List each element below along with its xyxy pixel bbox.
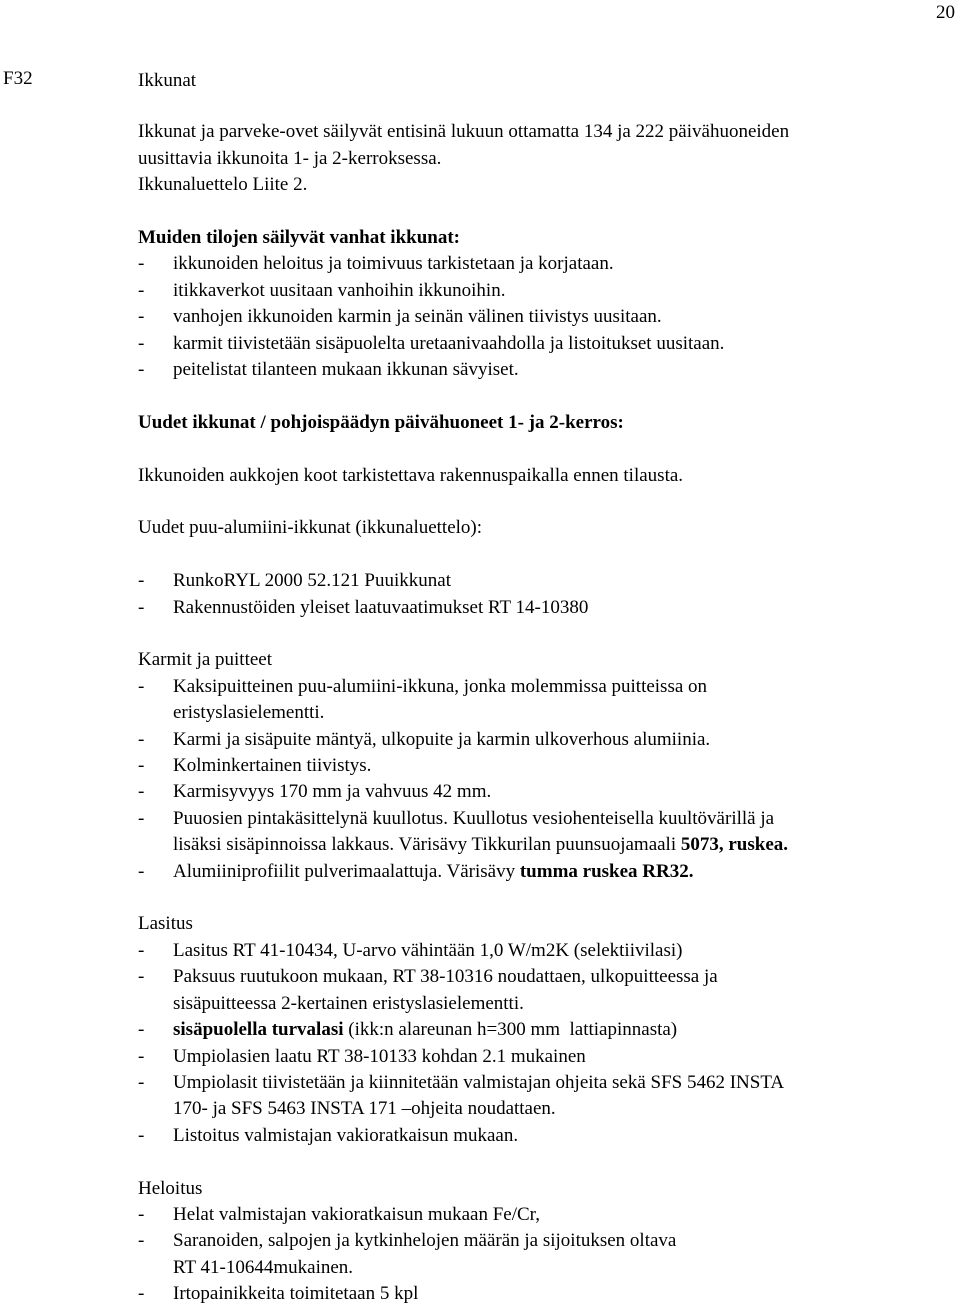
list-item: - Umpiolasien laatu RT 38-10133 kohdan 2.1 mukainen	[138, 1045, 586, 1067]
list-item: - Saranoiden, salpojen ja kytkinhelojen määrän ja sijoituksen oltava RT 41-10644mukainen.	[138, 1230, 677, 1278]
frames-heading: Karmit ja puitteet	[138, 649, 273, 671]
new-windows-note: Ikkunoiden aukkojen koot tarkistettava rakennuspaikalla ennen tilausta.	[138, 464, 684, 486]
list-item: - itikkaverkot uusitaan vanhoihin ikkunoihin.	[138, 279, 506, 301]
intro-line: uusittavia ikkunoita 1- ja 2-kerroksessa.	[138, 147, 442, 169]
list-item: - Kolminkertainen tiivistys.	[138, 755, 372, 777]
list-item: - Irtopainikkeita toimitetaan 5 kpl	[138, 1283, 419, 1305]
list-item: - vanhojen ikkunoiden karmin ja seinän välinen tiivistys uusitaan.	[138, 306, 662, 328]
list-item: - Karmi ja sisäpuite mäntyä, ulkopuite ja karmin ulkoverhous alumiinia.	[138, 728, 711, 750]
list-item: - Karmisyvyys 170 mm ja vahvuus 42 mm.	[138, 781, 492, 803]
new-windows-heading: Uudet ikkunat / pohjoispäädyn päivähuoneet 1- ja 2-kerros:	[138, 411, 624, 433]
page-number: 20	[936, 2, 955, 23]
color-code: 5073, ruskea.	[680, 834, 789, 856]
list-item: - ikkunoiden heloitus ja toimivuus tarkistetaan ja korjataan.	[138, 253, 614, 275]
list-item: - Helat valmistajan vakioratkaisun mukaan Fe/Cr,	[138, 1203, 541, 1225]
glazing-heading: Lasitus	[138, 913, 193, 935]
list-item: - Alumiiniprofiilit pulverimaalattuja. Värisävy tumma ruskea RR32.	[138, 860, 694, 882]
list-item: - Umpiolasit tiivistetään ja kiinnitetään valmistajan ohjeita sekä SFS 5462 INSTA 170- ja SFS 5463 INSTA 171 –ohjeita noudattaen.	[138, 1071, 785, 1120]
section-title: Ikkunat	[138, 70, 197, 91]
list-item: - Listoitus valmistajan vakioratkaisun mukaan.	[138, 1124, 519, 1146]
list-item: - Kaksipuitteinen puu-alumiini-ikkuna, jonka molemmissa puitteissa on eristyslasielementti.	[138, 675, 708, 724]
list-item: - sisäpuolella turvalasi (ikk:n alareunan h=300 mm lattiapinnasta)	[138, 1019, 678, 1041]
list-item: - Puuosien pintakäsittelynä kuullotus. Kuullotus vesiohenteisella kuultövärillä ja lisäksi sisäpinnoissa lakkaus. Värisävy Tikkurilan puunsuojamaali 5073, ruskea.	[138, 807, 789, 856]
list-item: - Paksuus ruutukoon mukaan, RT 38-10316 noudattaen, ulkopuitteessa ja sisäpuitteessa 2-kertainen eristyslasielementti.	[138, 966, 718, 1014]
hardware-heading: Heloitus	[138, 1177, 203, 1199]
list-item: - karmit tiivistetään sisäpuolelta uretaanivaahdolla ja listoitukset uusitaan.	[138, 332, 725, 354]
list-item: - Lasitus RT 41-10434, U-arvo vähintään 1,0 W/m2K (selektiivilasi)	[138, 939, 683, 961]
list-item: - RunkoRYL 2000 52.121 Puuikkunat	[138, 570, 451, 592]
old-windows-heading: Muiden tilojen säilyvät vanhat ikkunat:	[138, 227, 460, 249]
intro-line: Ikkunat ja parveke-ovet säilyvät entisinä lukuun ottamatta 134 ja 222 päivähuoneiden	[138, 121, 790, 143]
new-windows-subheading: Uudet puu-alumiini-ikkunat (ikkunaluettelo):	[138, 517, 483, 539]
list-item: - Rakennustöiden yleiset laatuvaatimukset RT 14-10380	[138, 596, 589, 618]
section-code: F32	[3, 68, 33, 89]
list-item: - peitelistat tilanteen mukaan ikkunan sävyiset.	[138, 359, 519, 381]
intro-line: Ikkunaluettelo Liite 2.	[138, 174, 308, 196]
document-body	[138, 68, 948, 1308]
color-code: tumma ruskea RR32.	[519, 860, 694, 882]
